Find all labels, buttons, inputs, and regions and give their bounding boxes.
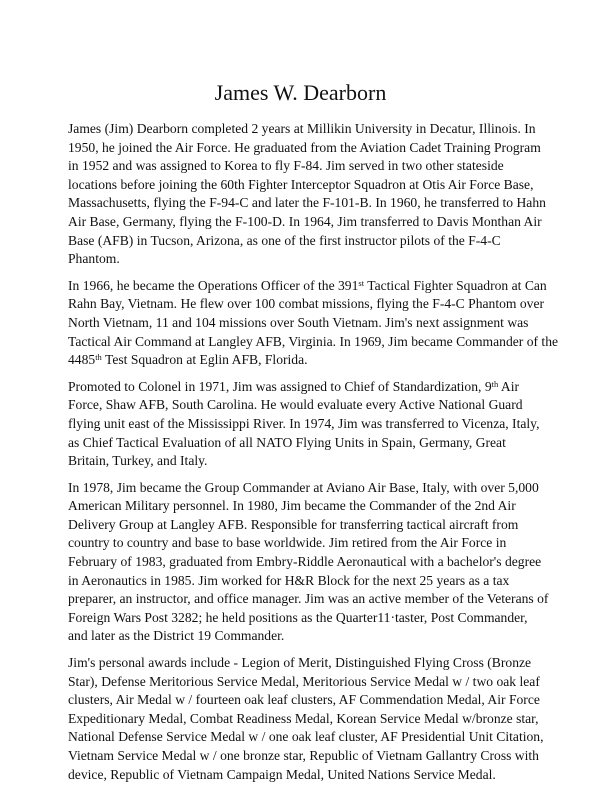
text-run: as Chief Tactical Evaluation of all NATO Flying Units in Spain, Germany, Great: [68, 434, 506, 450]
page-title: James W. Dearborn: [214, 80, 387, 105]
text-run: country to country and base to base worldwide. Jim retired from the Air Force in: [68, 535, 507, 551]
text-line: [68, 213, 548, 232]
text-line: [68, 277, 548, 296]
text-line: [68, 710, 548, 729]
text-run: Vietnam Service Medal w / one bronze star, Republic of Vietnam Gallantry Cross with: [68, 748, 539, 763]
text-run: North Vietnam, 11 and 104 missions over South Vietnam. Jim's next assignment was: [68, 314, 529, 330]
text-line: [68, 534, 548, 553]
text-line: [68, 415, 548, 434]
text-line: [68, 139, 548, 158]
text-run: Jim's personal awards include - Legion of Merit, Distinguished Flying Cross (Bronze: [68, 655, 532, 671]
text-line: [68, 333, 559, 352]
paragraph: [68, 378, 548, 471]
text-line: [68, 609, 548, 628]
text-line: [68, 590, 548, 609]
text-line: [68, 497, 548, 516]
text-line: [68, 452, 548, 471]
text-line: [68, 250, 548, 269]
biography-body: [68, 120, 559, 792]
paragraph: [68, 479, 548, 646]
superscript: th: [491, 378, 499, 389]
paragraph: [68, 654, 548, 784]
text-line: [68, 728, 548, 747]
text-run: in 1952 and was assigned to Korea to fly F-84. Jim served in two other stateside: [68, 158, 504, 174]
paragraph: [68, 277, 559, 370]
text-line: [68, 396, 548, 415]
text-line: [68, 516, 548, 535]
text-run: Force, Shaw AFB, South Carolina. He would evaluate every Active National Guard: [68, 397, 523, 413]
text-line: [68, 314, 548, 333]
text-line: [68, 654, 548, 673]
paragraph: [68, 120, 548, 269]
text-line: [68, 351, 548, 370]
text-line: [68, 766, 548, 785]
text-run: James (Jim) Dearborn completed 2 years at Millikin University in Decatur, Illinois. In: [68, 121, 536, 136]
text-run: preparer, an instructor, and office manager. Jim was an active member of the Veterans of: [68, 591, 549, 607]
text-line: [68, 176, 548, 195]
text-run: Expeditionary Medal, Combat Readiness Medal, Korean Service Medal w/bronze star,: [68, 710, 539, 726]
text-run: in Aeronautics in 1985. Jim worked for H&R Block for the next 25 years as a tax: [68, 572, 510, 588]
text-line: [68, 572, 548, 591]
text-run: Base (AFB) in Tucson, Arizona, as one of the first instructor pilots of the F-4-C: [68, 232, 501, 248]
text-run: Massachusetts, flying the F-94-C and later the F-101-B. In 1960, he transferred to Hahn: [68, 195, 546, 211]
text-line: [68, 157, 548, 176]
text-run: Tactical Fighter Squadron at Can: [364, 277, 547, 293]
text-run: Air Base, Germany, flying the F-100-D. In 1964, Jim transferred to Davis Monthan Air: [68, 213, 542, 229]
text-run: Tactical Air Command at Langley AFB, Virginia. In 1969, Jim became Commander of the: [68, 333, 559, 349]
text-line: [68, 194, 548, 213]
text-run: Air: [498, 378, 520, 394]
text-run: Promoted to Colonel in 1971, Jim was assigned to Chief of Standardization, 9: [68, 378, 492, 394]
text-run: In 1966, he became the Operations Officer of the 391: [68, 277, 359, 293]
text-line: [68, 232, 548, 251]
text-run: Delivery Group at Langley AFB. Responsible for transferring tactical aircraft from: [68, 516, 519, 532]
text-run: 4485: [68, 352, 96, 368]
text-line: [68, 553, 548, 572]
text-line: [68, 627, 548, 646]
text-run: 1950, he joined the Air Force. He graduated from the Aviation Cadet Training Program: [68, 139, 541, 155]
text-line: [68, 120, 548, 139]
text-line: [68, 479, 548, 498]
text-run: flying unit east of the Mississippi River. In 1974, Jim was transferred to Vicenza, Italy,: [68, 415, 540, 431]
text-line: [68, 378, 548, 397]
text-run: clusters, Air Medal w / fourteen oak leaf clusters, AF Commendation Medal, Air Force: [68, 692, 540, 708]
text-run: American Military personnel. In 1980, Jim became the Commander of the 2nd Air: [68, 498, 516, 514]
text-line: [68, 691, 548, 710]
text-run: Test Squadron at Eglin AFB, Florida.: [101, 352, 308, 368]
superscript: st: [358, 277, 365, 288]
text-line: [68, 747, 548, 766]
text-run: Rahn Bay, Vietnam. He flew over 100 combat missions, flying the F-4-C Phantom over: [68, 296, 545, 312]
text-run: Phantom.: [68, 251, 120, 267]
superscript: th: [95, 352, 102, 363]
text-line: [68, 295, 548, 314]
text-line: [68, 673, 548, 692]
text-run: Foreign Wars Post 3282; he held positions as the Quarter11·taster, Post Commander,: [68, 609, 528, 625]
text-run: National Defense Service Medal w / one oak leaf cluster, AF Presidential Unit Citation,: [68, 729, 544, 745]
text-run: device, Republic of Vietnam Campaign Medal, United Nations Service Medal.: [68, 766, 496, 782]
text-run: locations before joining the 60th Fighter Interceptor Squadron at Otis Air Force Base,: [68, 176, 534, 192]
text-line: [68, 434, 548, 453]
text-run: February of 1983, graduated from Embry-Riddle Aeronautical with a bachelor's degree: [68, 554, 542, 570]
text-run: Britain, Turkey, and Italy.: [68, 453, 208, 469]
text-run: In 1978, Jim became the Group Commander at Aviano Air Base, Italy, with over 5,000: [68, 479, 539, 495]
text-run: and later as the District 19 Commander.: [68, 628, 285, 644]
text-run: Star), Defense Meritorious Service Medal, Meritorious Service Medal w / two oak leaf: [68, 673, 540, 689]
